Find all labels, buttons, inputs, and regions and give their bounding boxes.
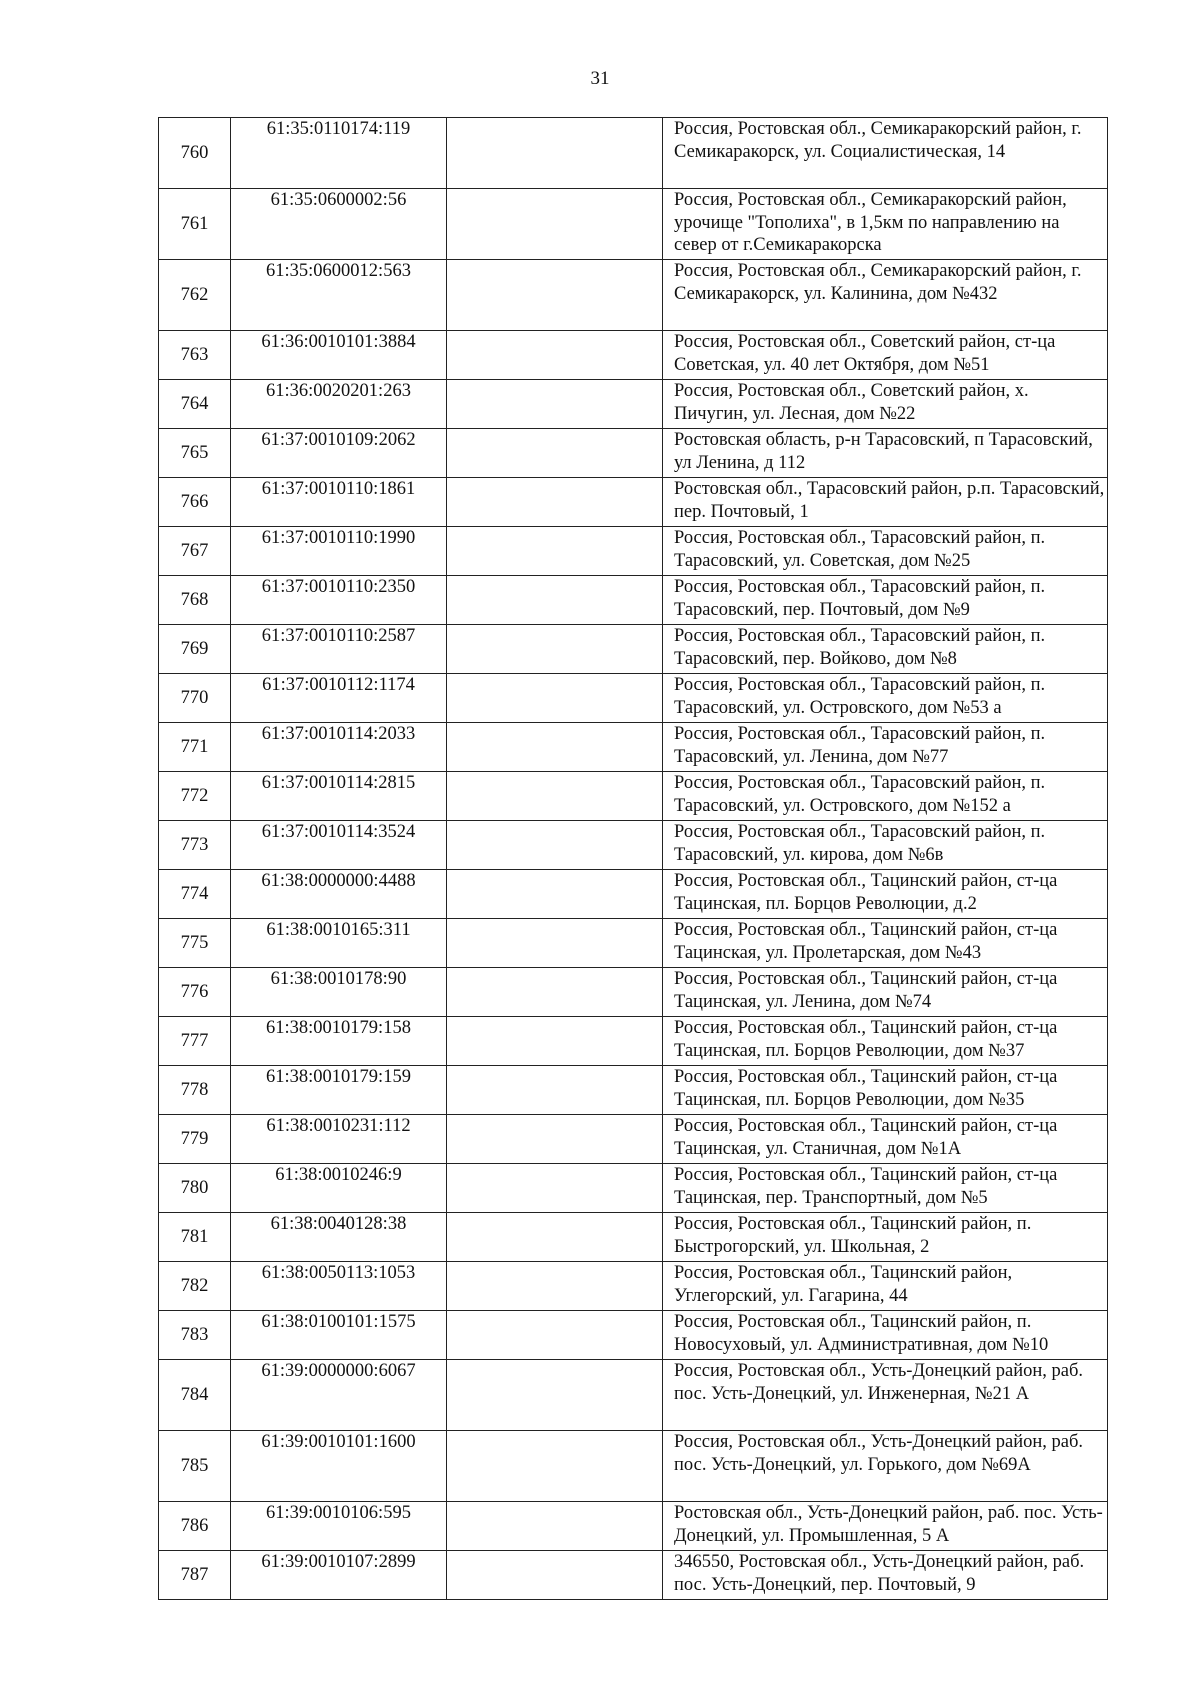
row-number: 783 — [159, 1311, 231, 1360]
table-row — [159, 478, 1108, 527]
table-row — [159, 1431, 1108, 1502]
address: Россия, Ростовская обл., Семикаракорский район, урочище "Тополиха", в 1,5км по направлению на север от г.Семикаракорска — [663, 189, 1108, 260]
address: Россия, Ростовская обл., Тацинский район, ст-ца Тацинская, пл. Борцов Революции, дом №35 — [663, 1066, 1108, 1115]
row-number: 764 — [159, 380, 231, 429]
empty-cell — [447, 478, 663, 527]
row-number: 776 — [159, 968, 231, 1017]
row-number: 775 — [159, 919, 231, 968]
cadastral-number: 61:37:0010114:3524 — [231, 821, 447, 870]
row-number: 760 — [159, 118, 231, 189]
table-row — [159, 1360, 1108, 1431]
cadastral-number: 61:38:0010178:90 — [231, 968, 447, 1017]
empty-cell — [447, 1262, 663, 1311]
empty-cell — [447, 1311, 663, 1360]
empty-cell — [447, 1017, 663, 1066]
table-row — [159, 1066, 1108, 1115]
table-row — [159, 260, 1108, 331]
row-number: 761 — [159, 189, 231, 260]
cadastral-number: 61:36:0020201:263 — [231, 380, 447, 429]
table-row — [159, 674, 1108, 723]
cadastral-number: 61:35:0600002:56 — [231, 189, 447, 260]
row-number: 781 — [159, 1213, 231, 1262]
empty-cell — [447, 1431, 663, 1502]
empty-cell — [447, 919, 663, 968]
cadastral-number: 61:37:0010112:1174 — [231, 674, 447, 723]
address: Россия, Ростовская обл., Советский район, ст-ца Советская, ул. 40 лет Октября, дом №51 — [663, 331, 1108, 380]
empty-cell — [447, 260, 663, 331]
address: Ростовская область, р-н Тарасовский, п Тарасовский, ул Ленина, д 112 — [663, 429, 1108, 478]
empty-cell — [447, 968, 663, 1017]
empty-cell — [447, 772, 663, 821]
address: Россия, Ростовская обл., Тарасовский район, п. Тарасовский, ул. Островского, дом №152 а — [663, 772, 1108, 821]
cadastral-number: 61:37:0010114:2815 — [231, 772, 447, 821]
address: Россия, Ростовская обл., Тацинский район, ст-ца Тацинская, ул. Пролетарская, дом №43 — [663, 919, 1108, 968]
table-row — [159, 527, 1108, 576]
empty-cell — [447, 1164, 663, 1213]
cadastral-number: 61:38:0010246:9 — [231, 1164, 447, 1213]
table-row — [159, 723, 1108, 772]
address: Россия, Ростовская обл., Тацинский район, ст-ца Тацинская, ул. Ленина, дом №74 — [663, 968, 1108, 1017]
row-number: 771 — [159, 723, 231, 772]
cadastral-number: 61:38:0010165:311 — [231, 919, 447, 968]
address: Россия, Ростовская обл., Тацинский район, п. Новосуховый, ул. Административная, дом №10 — [663, 1311, 1108, 1360]
row-number: 770 — [159, 674, 231, 723]
empty-cell — [447, 723, 663, 772]
address: Россия, Ростовская обл., Семикаракорский район, г. Семикаракорск, ул. Социалистическая, 14 — [663, 118, 1108, 189]
cadastral-number: 61:39:0010106:595 — [231, 1502, 447, 1551]
empty-cell — [447, 821, 663, 870]
row-number: 786 — [159, 1502, 231, 1551]
address: Россия, Ростовская обл., Тарасовский район, п. Тарасовский, пер. Войково, дом №8 — [663, 625, 1108, 674]
row-number: 787 — [159, 1551, 231, 1600]
row-number: 768 — [159, 576, 231, 625]
address: Ростовская обл., Усть-Донецкий район, раб. пос. Усть-Донецкий, ул. Промышленная, 5 А — [663, 1502, 1108, 1551]
cadastral-number: 61:37:0010109:2062 — [231, 429, 447, 478]
address: Ростовская обл., Тарасовский район, р.п. Тарасовский, пер. Почтовый, 1 — [663, 478, 1108, 527]
row-number: 773 — [159, 821, 231, 870]
cadastral-number: 61:37:0010110:1990 — [231, 527, 447, 576]
row-number: 782 — [159, 1262, 231, 1311]
row-number: 784 — [159, 1360, 231, 1431]
registry-table-body — [159, 118, 1108, 1600]
empty-cell — [447, 870, 663, 919]
empty-cell — [447, 625, 663, 674]
row-number: 777 — [159, 1017, 231, 1066]
address: Россия, Ростовская обл., Тацинский район, ст-ца Тацинская, пл. Борцов Революции, дом №37 — [663, 1017, 1108, 1066]
empty-cell — [447, 527, 663, 576]
cadastral-number: 61:38:0010179:158 — [231, 1017, 447, 1066]
table-row — [159, 380, 1108, 429]
empty-cell — [447, 1360, 663, 1431]
address: Россия, Ростовская обл., Тацинский район, Углегорский, ул. Гагарина, 44 — [663, 1262, 1108, 1311]
cadastral-number: 61:37:0010110:2350 — [231, 576, 447, 625]
address: Россия, Ростовская обл., Тарасовский район, п. Тарасовский, ул. Островского, дом №53 а — [663, 674, 1108, 723]
address: Россия, Ростовская обл., Тацинский район, ст-ца Тацинская, пл. Борцов Революции, д.2 — [663, 870, 1108, 919]
address: Россия, Ростовская обл., Тарасовский район, п. Тарасовский, ул. кирова, дом №6в — [663, 821, 1108, 870]
table-row — [159, 919, 1108, 968]
cadastral-number: 61:38:0100101:1575 — [231, 1311, 447, 1360]
cadastral-number: 61:38:0040128:38 — [231, 1213, 447, 1262]
table-row — [159, 870, 1108, 919]
table-row — [159, 1164, 1108, 1213]
cadastral-number: 61:38:0050113:1053 — [231, 1262, 447, 1311]
row-number: 772 — [159, 772, 231, 821]
empty-cell — [447, 1213, 663, 1262]
table-row — [159, 429, 1108, 478]
table-row — [159, 331, 1108, 380]
table-row — [159, 772, 1108, 821]
table-row — [159, 1311, 1108, 1360]
row-number: 763 — [159, 331, 231, 380]
cadastral-number: 61:36:0010101:3884 — [231, 331, 447, 380]
empty-cell — [447, 118, 663, 189]
row-number: 769 — [159, 625, 231, 674]
cadastral-number: 61:39:0010101:1600 — [231, 1431, 447, 1502]
row-number: 767 — [159, 527, 231, 576]
address: Россия, Ростовская обл., Семикаракорский район, г. Семикаракорск, ул. Калинина, дом №432 — [663, 260, 1108, 331]
empty-cell — [447, 674, 663, 723]
empty-cell — [447, 1115, 663, 1164]
address: Россия, Ростовская обл., Советский район, х. Пичугин, ул. Лесная, дом №22 — [663, 380, 1108, 429]
page-number: 31 — [590, 68, 610, 89]
address: Россия, Ростовская обл., Усть-Донецкий район, раб. пос. Усть-Донецкий, ул. Горького, дом №69А — [663, 1431, 1108, 1502]
row-number: 766 — [159, 478, 231, 527]
table-row — [159, 1502, 1108, 1551]
cadastral-number: 61:38:0010179:159 — [231, 1066, 447, 1115]
row-number: 762 — [159, 260, 231, 331]
empty-cell — [447, 189, 663, 260]
table-row — [159, 968, 1108, 1017]
address: Россия, Ростовская обл., Тарасовский район, п. Тарасовский, ул. Ленина, дом №77 — [663, 723, 1108, 772]
table-row — [159, 625, 1108, 674]
table-row — [159, 1213, 1108, 1262]
table-row — [159, 1551, 1108, 1600]
cadastral-number: 61:38:0000000:4488 — [231, 870, 447, 919]
cadastral-number: 61:39:0000000:6067 — [231, 1360, 447, 1431]
table-row — [159, 1017, 1108, 1066]
table-row — [159, 576, 1108, 625]
row-number: 785 — [159, 1431, 231, 1502]
address: 346550, Ростовская обл., Усть-Донецкий район, раб. пос. Усть-Донецкий, пер. Почтовый, 9 — [663, 1551, 1108, 1600]
cadastral-number: 61:35:0600012:563 — [231, 260, 447, 331]
table-row — [159, 1115, 1108, 1164]
table-row — [159, 1262, 1108, 1311]
cadastral-number: 61:38:0010231:112 — [231, 1115, 447, 1164]
empty-cell — [447, 331, 663, 380]
cadastral-number: 61:39:0010107:2899 — [231, 1551, 447, 1600]
address: Россия, Ростовская обл., Тацинский район, ст-ца Тацинская, пер. Транспортный, дом №5 — [663, 1164, 1108, 1213]
table-row — [159, 189, 1108, 260]
row-number: 774 — [159, 870, 231, 919]
empty-cell — [447, 429, 663, 478]
address: Россия, Ростовская обл., Тарасовский район, п. Тарасовский, пер. Почтовый, дом №9 — [663, 576, 1108, 625]
cadastral-number: 61:37:0010110:1861 — [231, 478, 447, 527]
cadastral-number: 61:37:0010110:2587 — [231, 625, 447, 674]
empty-cell — [447, 1066, 663, 1115]
row-number: 778 — [159, 1066, 231, 1115]
address: Россия, Ростовская обл., Тацинский район, ст-ца Тацинская, ул. Станичная, дом №1А — [663, 1115, 1108, 1164]
empty-cell — [447, 380, 663, 429]
empty-cell — [447, 1502, 663, 1551]
registry-table — [158, 117, 1108, 1600]
row-number: 780 — [159, 1164, 231, 1213]
address: Россия, Ростовская обл., Усть-Донецкий район, раб. пос. Усть-Донецкий, ул. Инженерная, №21 А — [663, 1360, 1108, 1431]
table-row — [159, 118, 1108, 189]
cadastral-number: 61:37:0010114:2033 — [231, 723, 447, 772]
empty-cell — [447, 1551, 663, 1600]
address: Россия, Ростовская обл., Тацинский район, п. Быстрогорский, ул. Школьная, 2 — [663, 1213, 1108, 1262]
address: Россия, Ростовская обл., Тарасовский район, п. Тарасовский, ул. Советская, дом №25 — [663, 527, 1108, 576]
row-number: 765 — [159, 429, 231, 478]
row-number: 779 — [159, 1115, 231, 1164]
empty-cell — [447, 576, 663, 625]
table-row — [159, 821, 1108, 870]
cadastral-number: 61:35:0110174:119 — [231, 118, 447, 189]
